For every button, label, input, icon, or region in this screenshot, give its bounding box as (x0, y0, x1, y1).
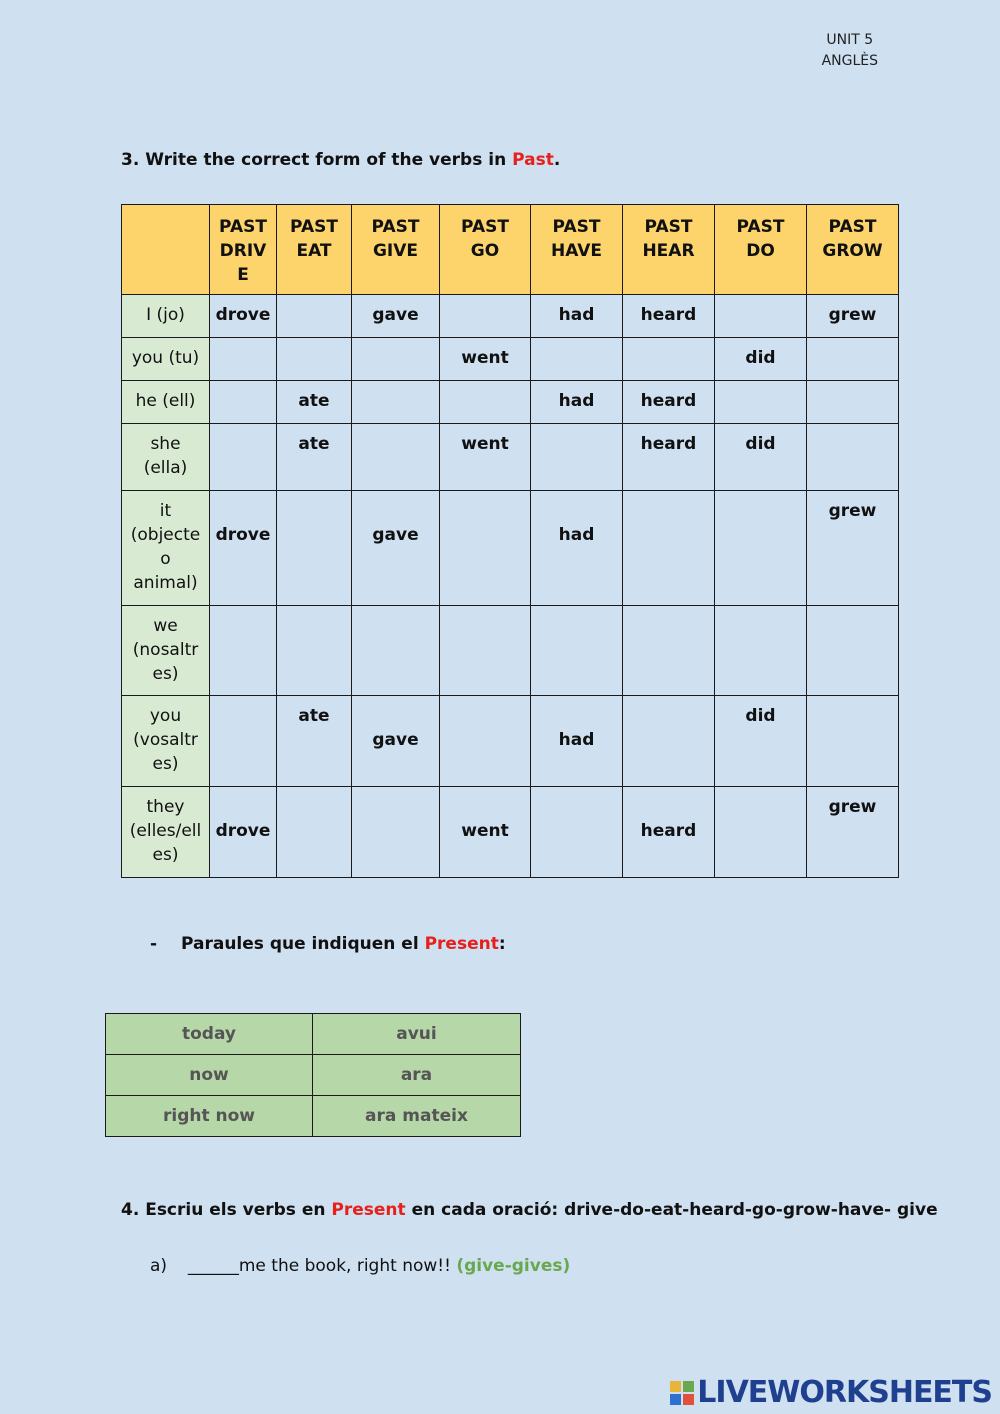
column-header (210, 205, 277, 295)
answer-cell[interactable] (440, 381, 531, 424)
pronoun-cell (122, 491, 210, 606)
answer-cell[interactable] (352, 424, 440, 491)
table-row (122, 381, 899, 424)
answer-cell[interactable] (440, 491, 531, 606)
catalan-word: avui (313, 1014, 521, 1055)
answer-value: went (461, 348, 509, 368)
answer-cell[interactable] (277, 787, 352, 878)
answer-value: grew (828, 797, 877, 817)
present-highlight: Present (424, 934, 499, 954)
page-header (822, 30, 878, 72)
table-row (122, 606, 899, 696)
answer-cell[interactable] (277, 606, 352, 696)
column-header-line: PAST (552, 217, 601, 237)
catalan-word: ara (313, 1055, 521, 1096)
answer-cell[interactable] (352, 606, 440, 696)
answer-value: had (558, 525, 595, 545)
answer-cell[interactable] (623, 424, 715, 491)
answer-blank[interactable]: ______ (187, 1256, 239, 1276)
answer-value: heard (640, 305, 697, 325)
answer-cell[interactable] (715, 696, 807, 787)
column-header-line: HAVE (551, 241, 602, 261)
column-header-line: PAST (828, 217, 877, 237)
answer-cell[interactable] (440, 424, 531, 491)
answer-cell[interactable] (277, 295, 352, 338)
english-word: right now (106, 1096, 313, 1137)
logo-grid-icon (670, 1381, 694, 1405)
answer-value: heard (640, 821, 697, 841)
present-word-row (106, 1014, 521, 1055)
english-word: now (106, 1055, 313, 1096)
answer-cell[interactable] (210, 696, 277, 787)
answer-value: heard (640, 391, 697, 411)
bullet-dash: - (150, 934, 158, 954)
answer-cell[interactable] (715, 295, 807, 338)
answer-cell[interactable] (210, 381, 277, 424)
answer-value: ate (298, 391, 330, 411)
answer-cell[interactable] (352, 491, 440, 606)
answer-cell[interactable] (277, 338, 352, 381)
answer-cell[interactable] (277, 696, 352, 787)
answer-cell[interactable] (715, 491, 807, 606)
answer-cell[interactable] (807, 295, 899, 338)
pronoun-line: they (146, 797, 185, 817)
answer-cell[interactable] (210, 338, 277, 381)
pronoun-line: (nosaltr (132, 640, 199, 660)
answer-cell[interactable] (807, 606, 899, 696)
answer-cell[interactable] (807, 696, 899, 787)
answer-cell[interactable] (715, 338, 807, 381)
column-header-line: DRIV (219, 241, 267, 261)
pronoun-line: she (150, 434, 181, 454)
answer-value: had (558, 730, 595, 750)
column-header-line: PAST (290, 217, 338, 237)
present-word-row (106, 1096, 521, 1137)
answer-cell[interactable] (440, 338, 531, 381)
answer-cell[interactable] (352, 381, 440, 424)
column-header-line: PAST (461, 217, 509, 237)
table-row (122, 424, 899, 491)
column-header-line: PAST (371, 217, 420, 237)
column-header (807, 205, 899, 295)
logo-text: LIVEWORKSHEETS (697, 1375, 992, 1410)
answer-cell[interactable] (440, 295, 531, 338)
catalan-word: ara mateix (313, 1096, 521, 1137)
answer-value: gave (372, 730, 419, 750)
answer-cell[interactable] (807, 787, 899, 878)
table-row (122, 491, 899, 606)
answer-value: had (558, 305, 595, 325)
answer-value: did (745, 434, 776, 454)
pronoun-cell (122, 606, 210, 696)
english-word: today (106, 1014, 313, 1055)
pronoun-cell (122, 295, 210, 338)
pronoun-cell (122, 787, 210, 878)
sentence-text: me the book, right now!! (238, 1256, 457, 1276)
verb-hint: (give-gives) (456, 1256, 571, 1276)
answer-value: ate (298, 706, 330, 726)
answer-cell[interactable] (623, 491, 715, 606)
pronoun-line: (vosaltr (133, 730, 198, 750)
answer-value: went (461, 821, 509, 841)
pronoun-line: es) (152, 754, 179, 774)
answer-value: drove (215, 525, 271, 545)
answer-cell[interactable] (807, 424, 899, 491)
pronoun-line: he (ell) (135, 391, 196, 411)
present-highlight-2: Present (331, 1200, 406, 1220)
answer-cell[interactable] (210, 787, 277, 878)
answer-cell[interactable] (210, 491, 277, 606)
answer-cell[interactable] (807, 491, 899, 606)
column-header (715, 205, 807, 295)
pronoun-line: (ella) (143, 458, 188, 478)
present-words-label: - Paraules que indiquen el Present: (150, 934, 506, 954)
column-header-line: PAST (644, 217, 693, 237)
answer-value: grew (828, 501, 877, 521)
answer-cell[interactable] (623, 606, 715, 696)
pronoun-cell (122, 424, 210, 491)
answer-cell[interactable] (623, 696, 715, 787)
answer-cell[interactable] (277, 381, 352, 424)
answer-cell[interactable] (210, 424, 277, 491)
answer-cell[interactable] (352, 696, 440, 787)
answer-value: gave (372, 525, 419, 545)
pronoun-line: (elles/ell (129, 821, 202, 841)
answer-cell[interactable] (807, 338, 899, 381)
answer-cell[interactable] (440, 606, 531, 696)
answer-cell[interactable] (440, 787, 531, 878)
unit-label: UNIT 5 (826, 32, 874, 48)
answer-cell[interactable] (531, 491, 623, 606)
answer-value: did (745, 706, 776, 726)
subject-label: ANGLÈS (821, 53, 878, 69)
column-header-line: HEAR (642, 241, 695, 261)
answer-cell[interactable] (352, 295, 440, 338)
answer-cell[interactable] (623, 787, 715, 878)
column-header-line: PAST (736, 217, 785, 237)
answer-cell[interactable] (210, 295, 277, 338)
answer-cell[interactable] (440, 696, 531, 787)
exercise-3-title: 3. Write the correct form of the verbs in Past. (121, 150, 561, 170)
answer-value: gave (372, 305, 419, 325)
column-header (440, 205, 531, 295)
pronoun-line: you (149, 706, 182, 726)
exercise-4-item-a (150, 1256, 570, 1276)
column-header (352, 205, 440, 295)
item-label: a) (150, 1256, 168, 1276)
answer-value: drove (215, 305, 271, 325)
answer-cell[interactable] (531, 424, 623, 491)
column-header-line: DO (746, 241, 775, 261)
answer-cell[interactable] (531, 295, 623, 338)
pronoun-line: es) (152, 845, 179, 865)
answer-cell[interactable] (531, 696, 623, 787)
column-header-line: PAST (219, 217, 267, 237)
answer-cell[interactable] (623, 381, 715, 424)
table-row (122, 787, 899, 878)
answer-cell[interactable] (715, 424, 807, 491)
pronoun-cell (122, 696, 210, 787)
answer-cell[interactable] (715, 787, 807, 878)
liveworksheets-logo (670, 1375, 992, 1410)
corner-cell (122, 205, 210, 295)
column-header-line: GO (470, 241, 500, 261)
answer-cell[interactable] (623, 295, 715, 338)
pronoun-line: we (153, 616, 178, 636)
column-header-line: GIVE (372, 241, 419, 261)
answer-value: grew (828, 305, 877, 325)
table-row (122, 696, 899, 787)
answer-cell[interactable] (715, 381, 807, 424)
table-row (122, 295, 899, 338)
answer-value: ate (298, 434, 330, 454)
exercise-4-title: 4. Escriu els verbs en Present en cada oració: drive-do-eat-heard-go-grow-have- give (121, 1200, 938, 1220)
answer-cell[interactable] (352, 787, 440, 878)
present-word-row (106, 1055, 521, 1096)
answer-cell[interactable] (531, 338, 623, 381)
answer-cell[interactable] (531, 606, 623, 696)
past-highlight: Past (512, 150, 554, 170)
answer-cell[interactable] (531, 381, 623, 424)
answer-value: drove (215, 821, 271, 841)
pronoun-line: es) (152, 664, 179, 684)
answer-value: did (745, 348, 776, 368)
table-header-row (122, 205, 899, 295)
column-header (531, 205, 623, 295)
pronoun-line: I (jo) (146, 305, 185, 325)
answer-cell[interactable] (531, 787, 623, 878)
answer-cell[interactable] (623, 338, 715, 381)
answer-cell[interactable] (352, 338, 440, 381)
table-row (122, 338, 899, 381)
column-header (623, 205, 715, 295)
answer-cell[interactable] (210, 606, 277, 696)
pronoun-line: you (tu) (131, 348, 200, 368)
answer-value: heard (640, 434, 697, 454)
column-header-line: EAT (296, 241, 332, 261)
answer-cell[interactable] (807, 381, 899, 424)
column-header (277, 205, 352, 295)
pronoun-line: it (159, 501, 172, 521)
pronoun-line: (objecte (130, 525, 201, 545)
past-verbs-table (121, 204, 899, 878)
pronoun-cell (122, 338, 210, 381)
pronoun-cell (122, 381, 210, 424)
column-header-line: GROW (822, 241, 883, 261)
answer-cell[interactable] (277, 424, 352, 491)
answer-cell[interactable] (277, 491, 352, 606)
column-header-line: E (237, 265, 249, 285)
pronoun-line: o (160, 549, 171, 569)
answer-value: went (461, 434, 509, 454)
answer-value: had (558, 391, 595, 411)
answer-cell[interactable] (715, 606, 807, 696)
present-words-table (105, 1013, 521, 1137)
pronoun-line: animal) (133, 573, 198, 593)
